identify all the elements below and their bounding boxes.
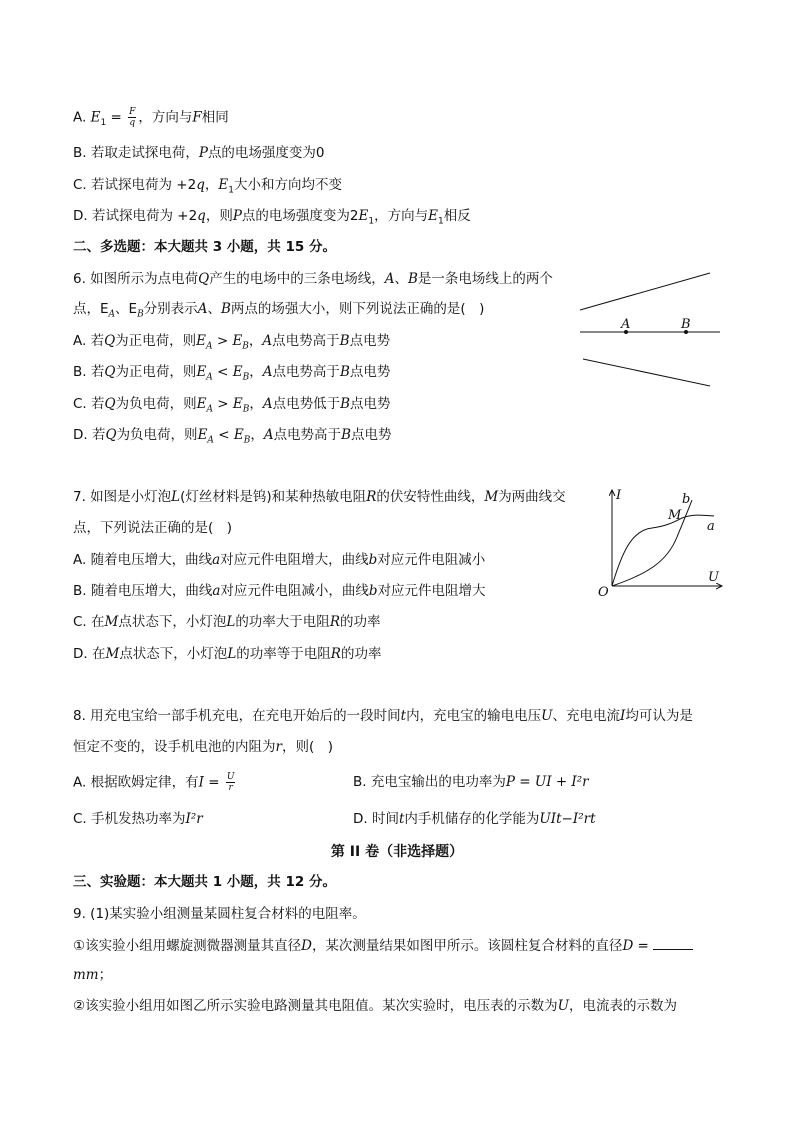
answer-blank[interactable] <box>653 935 693 950</box>
field-line-top <box>580 273 710 310</box>
curve-b-label: b <box>682 492 691 507</box>
q7-option-b: B. 随着电压增大，曲线a对应元件电阻减小，曲线b对应元件电阻增大 <box>73 583 486 599</box>
section-heading-experiment: 三、实验题：本大题共 1 小题，共 12 分。 <box>73 874 336 890</box>
q5-option-b: B. 若取走试探电荷，P点的电场强度变为0 <box>73 145 325 161</box>
q7-stem-line1: 7. 如图是小灯泡L(灯丝材料是钨)和某种热敏电阻R的伏安特性曲线，M为两曲线交 <box>73 489 566 505</box>
point-b-label: B <box>681 317 691 332</box>
curve-a <box>612 515 714 586</box>
u-axis-label: U <box>708 570 719 585</box>
q7-option-a: A. 随着电压增大，曲线a对应元件电阻增大，曲线b对应元件电阻减小 <box>73 552 486 568</box>
q7-stem-line2: 点，下列说法正确的是( ) <box>73 520 233 536</box>
q5-option-a: A. $E_1$ = $\frac{F}{q}$ ，方向与F相同 <box>73 107 229 129</box>
fraction-f-over-q: $\frac{F}{q}$ <box>129 107 136 128</box>
q7-option-c: C. 在M点状态下，小灯泡L的功率大于电阻R的功率 <box>73 614 381 630</box>
q6-option-a: A. 若Q为正电荷，则$E_A > E_B$，A点电势高于B点电势 <box>73 333 391 352</box>
origin-label: O <box>598 585 609 600</box>
q8-stem-line1: 8. 用充电宝给一部手机充电，在充电开始后的一段时间t内，充电宝的输电电压U、充电电流I均可认为是 <box>73 708 693 724</box>
intersection-m-label: M <box>668 508 682 523</box>
q6-option-b: B. 若Q为正电荷，则$E_A < E_B$，A点电势高于B点电势 <box>73 364 391 383</box>
q8-option-d: D. 时间t内手机储存的化学能为UIt−I²rt <box>353 811 596 827</box>
i-axis-label: I <box>616 488 622 503</box>
q5-option-c: C. 若试探电荷为 +2q，$E_1$大小和方向均不变 <box>73 177 342 196</box>
q8-option-b: B. 充电宝输出的电功率为P = UI + I²r <box>353 774 589 790</box>
q6-option-d: D. 若Q为负电荷，则$E_A < E_B$，A点电势高于B点电势 <box>73 427 392 446</box>
part-two-heading: 第 II 卷（非选择题） <box>330 844 464 860</box>
q9-step2: ②该实验小组用如图乙所示实验电路测量其电阻值。某次实验时，电压表的示数为U，电流表的示数为 <box>73 998 677 1014</box>
q9-step1-line1: ①该实验小组用螺旋测微器测量其直径D，某次测量结果如图甲所示。该圆柱复合材料的直径D = <box>73 935 693 956</box>
curve-a-label: a <box>707 519 715 534</box>
fraction-u-over-r: $\frac{U}{r}$ <box>226 772 235 793</box>
q7-option-d: D. 在M点状态下，小灯泡L的功率等于电阻R的功率 <box>73 646 382 662</box>
q6-stem-line1: 6. 如图所示为点电荷Q产生的电场中的三条电场线，A、B是一条电场线上的两个 <box>73 271 553 287</box>
iu-curve-figure <box>592 482 727 600</box>
q8-option-c: C. 手机发热功率为I²r <box>73 811 203 827</box>
q6-option-c: C. 若Q为负电荷，则$E_A > E_B$，A点电势低于B点电势 <box>73 396 391 415</box>
q8-option-a: A. 根据欧姆定律，有I = $\frac{U}{r}$ <box>73 772 235 793</box>
field-line-bottom <box>583 359 710 386</box>
q9-step1-line2: mm； <box>73 967 113 983</box>
section-heading-multiple-choice: 二、多选题：本大题共 3 小题，共 15 分。 <box>73 239 336 255</box>
q9-stem: 9. (1)某实验小组测量某圆柱复合材料的电阻率。 <box>73 906 366 922</box>
q6-stem-line2: 点，$E_A$、$E_B$分别表示A、B两点的场强大小，则下列说法正确的是( ) <box>73 301 485 320</box>
q8-stem-line2: 恒定不变的，设手机电池的内阻为r，则( ) <box>73 739 334 755</box>
q5-option-d: D. 若试探电荷为 +2q，则P点的电场强度变为$2E_1$，方向与$E_1$相反 <box>73 208 471 227</box>
field-lines-figure <box>575 265 725 395</box>
point-a-label: A <box>621 317 631 332</box>
